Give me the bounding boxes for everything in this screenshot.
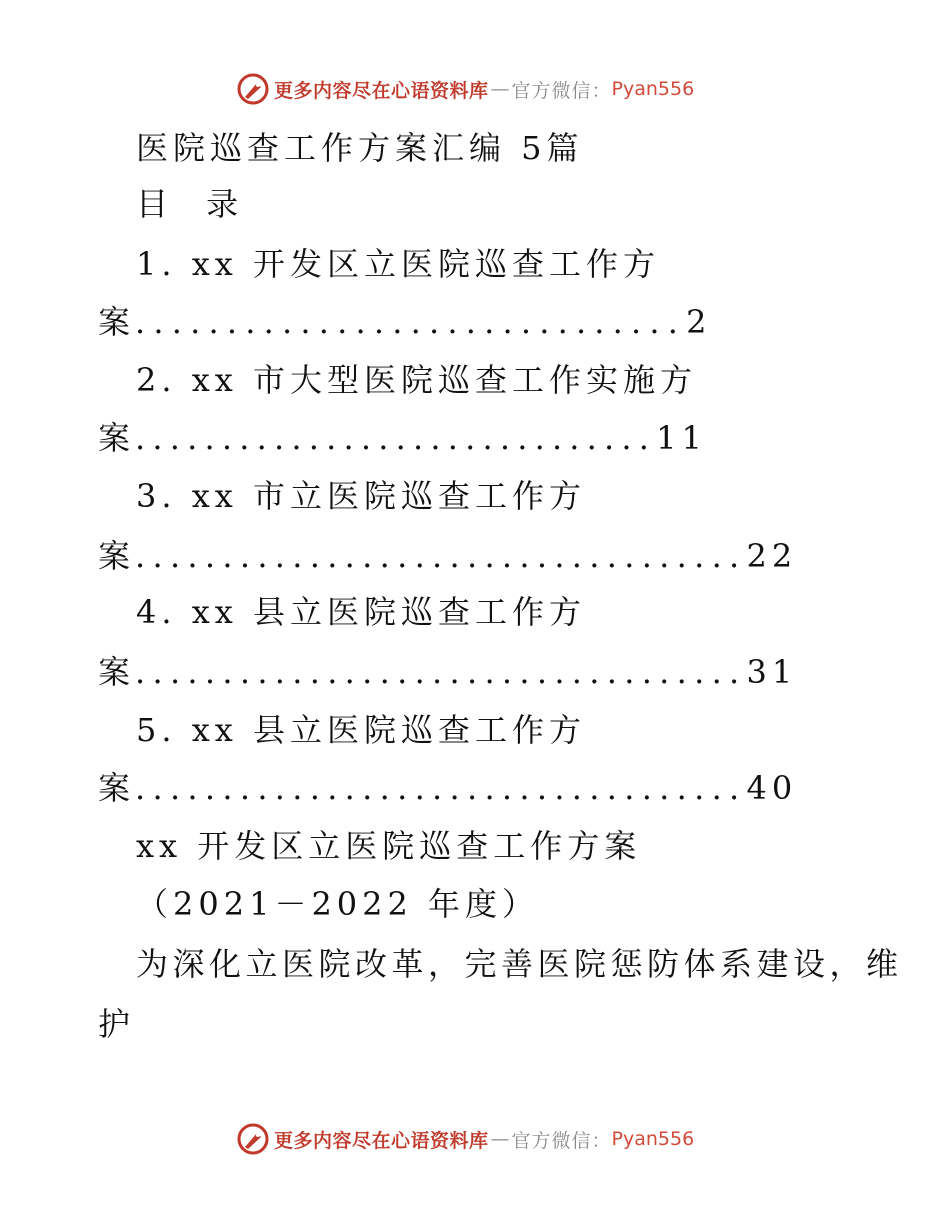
watermark-official: 官方微信：	[511, 79, 612, 102]
paragraph-line-1: 为深化立医院改革，完善医院惩防体系建设，维	[136, 945, 903, 983]
section-year: （2021－2022 年度）	[136, 885, 540, 923]
watermark-header	[236, 72, 694, 106]
watermark-id: Pyan556	[611, 78, 695, 100]
watermark-text: 更多内容尽在心语资料库	[274, 1129, 489, 1152]
toc-item-5-leader	[98, 768, 797, 808]
toc-item-1-leader	[98, 302, 712, 342]
toc-item-2-label: 2. xx 市大型医院巡查工作实施方	[136, 361, 697, 399]
toc-item-5-label: 5. xx 县立医院巡查工作方	[136, 711, 586, 749]
toc-item-2-leader	[98, 418, 707, 458]
toc-item-3-page: 22	[746, 537, 798, 575]
section-title: xx 开发区立医院巡查工作方案	[136, 827, 642, 865]
pen-nib-logo-icon	[236, 1122, 270, 1156]
watermark-id: Pyan556	[611, 1128, 695, 1150]
toc-item-1-page: 2	[686, 303, 712, 341]
toc-heading: 目 录	[136, 185, 253, 223]
toc-item-3-leader	[98, 536, 797, 576]
toc-item-3-cont: 案	[98, 537, 136, 575]
watermark-dash: —	[490, 1128, 510, 1150]
toc-item-1-dots: ..............................	[135, 303, 687, 341]
watermark-text: 更多内容尽在心语资料库	[274, 79, 489, 102]
toc-item-5-page: 40	[746, 769, 798, 807]
toc-item-5-dots: ...................................	[135, 769, 747, 807]
toc-item-4-label: 4. xx 县立医院巡查工作方	[136, 593, 586, 631]
toc-item-2-dots: ..............................	[135, 419, 657, 457]
toc-item-3-dots: ...................................	[135, 537, 747, 575]
toc-item-1-label: 1. xx 开发区立医院巡查工作方	[136, 245, 660, 283]
watermark-footer	[236, 1122, 694, 1156]
toc-item-4-cont: 案	[98, 653, 136, 691]
toc-item-1-cont: 案	[98, 303, 136, 341]
toc-item-2-cont: 案	[98, 419, 136, 457]
toc-item-3-label: 3. xx 市立医院巡查工作方	[136, 477, 586, 515]
toc-item-4-leader	[98, 652, 797, 692]
toc-item-4-page: 31	[746, 653, 798, 691]
toc-item-2-page: 11	[656, 419, 707, 457]
document-title: 医院巡查工作方案汇编 5篇	[136, 129, 584, 167]
watermark-dash: —	[490, 78, 510, 100]
toc-item-4-dots: ...................................	[135, 653, 747, 691]
paragraph-line-2: 护	[98, 1005, 136, 1043]
pen-nib-logo-icon	[236, 72, 270, 106]
watermark-official: 官方微信：	[511, 1129, 612, 1152]
toc-item-5-cont: 案	[98, 769, 136, 807]
